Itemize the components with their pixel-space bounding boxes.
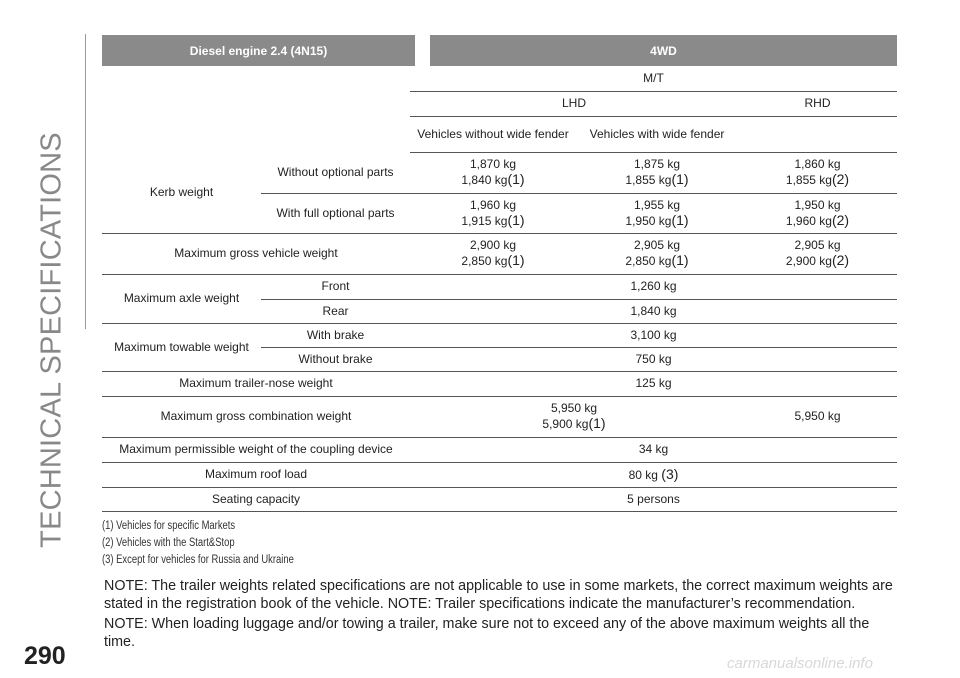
- with-fender-label: Vehicles with wide fender: [576, 116, 738, 152]
- cell-value: 1,950 kg 1,960 kg(2): [738, 193, 897, 233]
- towable-weight-label: Maximum towable weight: [102, 323, 261, 371]
- cell-value: 5,950 kg: [738, 396, 897, 437]
- gross-combination-label: Maximum gross combination weight: [102, 396, 410, 437]
- cell-value: 2,905 kg 2,900 kg(2): [738, 233, 897, 274]
- axle-weight-label: Maximum axle weight: [102, 274, 261, 323]
- table-row: [102, 323, 897, 347]
- rear-value: 1,840 kg: [410, 299, 897, 323]
- footnote: (1) Vehicles for specific Markets: [102, 520, 236, 532]
- kerb-weight-label: Kerb weight: [102, 152, 261, 233]
- note-paragraph: NOTE: When loading luggage and/or towing a trailer, make sure not to exceed any of the above maximum weights all the time.: [104, 616, 870, 650]
- rhd-label: RHD: [738, 91, 897, 116]
- with-brake-value: 3,100 kg: [410, 323, 897, 347]
- footnote: (2) Vehicles with the Start&Stop: [102, 537, 235, 549]
- footnote: (3) Except for vehicles for Russia and Ukraine: [102, 554, 294, 566]
- trailer-nose-value: 125 kg: [410, 371, 897, 396]
- roof-load-value: 80 kg (3): [410, 462, 897, 487]
- without-optional-label: Without optional parts: [261, 152, 410, 193]
- table-row: [102, 487, 897, 511]
- note-paragraph: NOTE: The trailer weights related specifications are not applicable to use in some markets, the correct maximum weights are stated in the registration book of the vehicle. NOTE: Trailer specifications indicate the manufacturer’s recommendation.: [104, 578, 893, 612]
- header-drive: 4WD: [430, 35, 897, 66]
- gross-vehicle-label: Maximum gross vehicle weight: [102, 233, 410, 274]
- cell-value: 1,870 kg 1,840 kg(1): [410, 152, 576, 193]
- table-row: [102, 396, 897, 437]
- table-row: [102, 274, 897, 299]
- rear-label: Rear: [261, 299, 410, 323]
- header-engine: Diesel engine 2.4 (4N15): [102, 35, 415, 66]
- transmission-label: M/T: [410, 66, 897, 91]
- side-divider: [85, 34, 86, 329]
- cell-value: 1,860 kg 1,855 kg(2): [738, 152, 897, 193]
- footnotes: [102, 518, 294, 569]
- coupling-label: Maximum permissible weight of the coupling device: [102, 437, 410, 462]
- with-full-optional-label: With full optional parts: [261, 193, 410, 233]
- cell-value: 2,905 kg 2,850 kg(1): [576, 233, 738, 274]
- coupling-value: 34 kg: [410, 437, 897, 462]
- cell-value: 1,960 kg 1,915 kg(1): [410, 193, 576, 233]
- front-label: Front: [261, 274, 410, 299]
- watermark: carmanualsonline.info: [727, 655, 873, 672]
- seating-value: 5 persons: [410, 487, 897, 511]
- table-row: [102, 371, 897, 396]
- table-row: [102, 437, 897, 462]
- cell-value: 5,950 kg 5,900 kg(1): [410, 396, 738, 437]
- table-row: [102, 462, 897, 487]
- roof-load-label: Maximum roof load: [102, 462, 410, 487]
- table-row: [102, 66, 897, 91]
- trailer-nose-label: Maximum trailer-nose weight: [102, 371, 410, 396]
- table-row: [102, 233, 897, 274]
- cell-value: 1,955 kg 1,950 kg(1): [576, 193, 738, 233]
- table-row: [102, 152, 897, 193]
- cell-value: 2,900 kg 2,850 kg(1): [410, 233, 576, 274]
- with-brake-label: With brake: [261, 323, 410, 347]
- lhd-label: LHD: [410, 91, 738, 116]
- seating-label: Seating capacity: [102, 487, 410, 511]
- cell-value: 1,875 kg 1,855 kg(1): [576, 152, 738, 193]
- front-value: 1,260 kg: [410, 274, 897, 299]
- without-fender-label: Vehicles without wide fender: [410, 116, 576, 152]
- without-brake-label: Without brake: [261, 347, 410, 371]
- weights-table: [102, 66, 897, 512]
- page-number: 290: [24, 642, 66, 670]
- without-brake-value: 750 kg: [410, 347, 897, 371]
